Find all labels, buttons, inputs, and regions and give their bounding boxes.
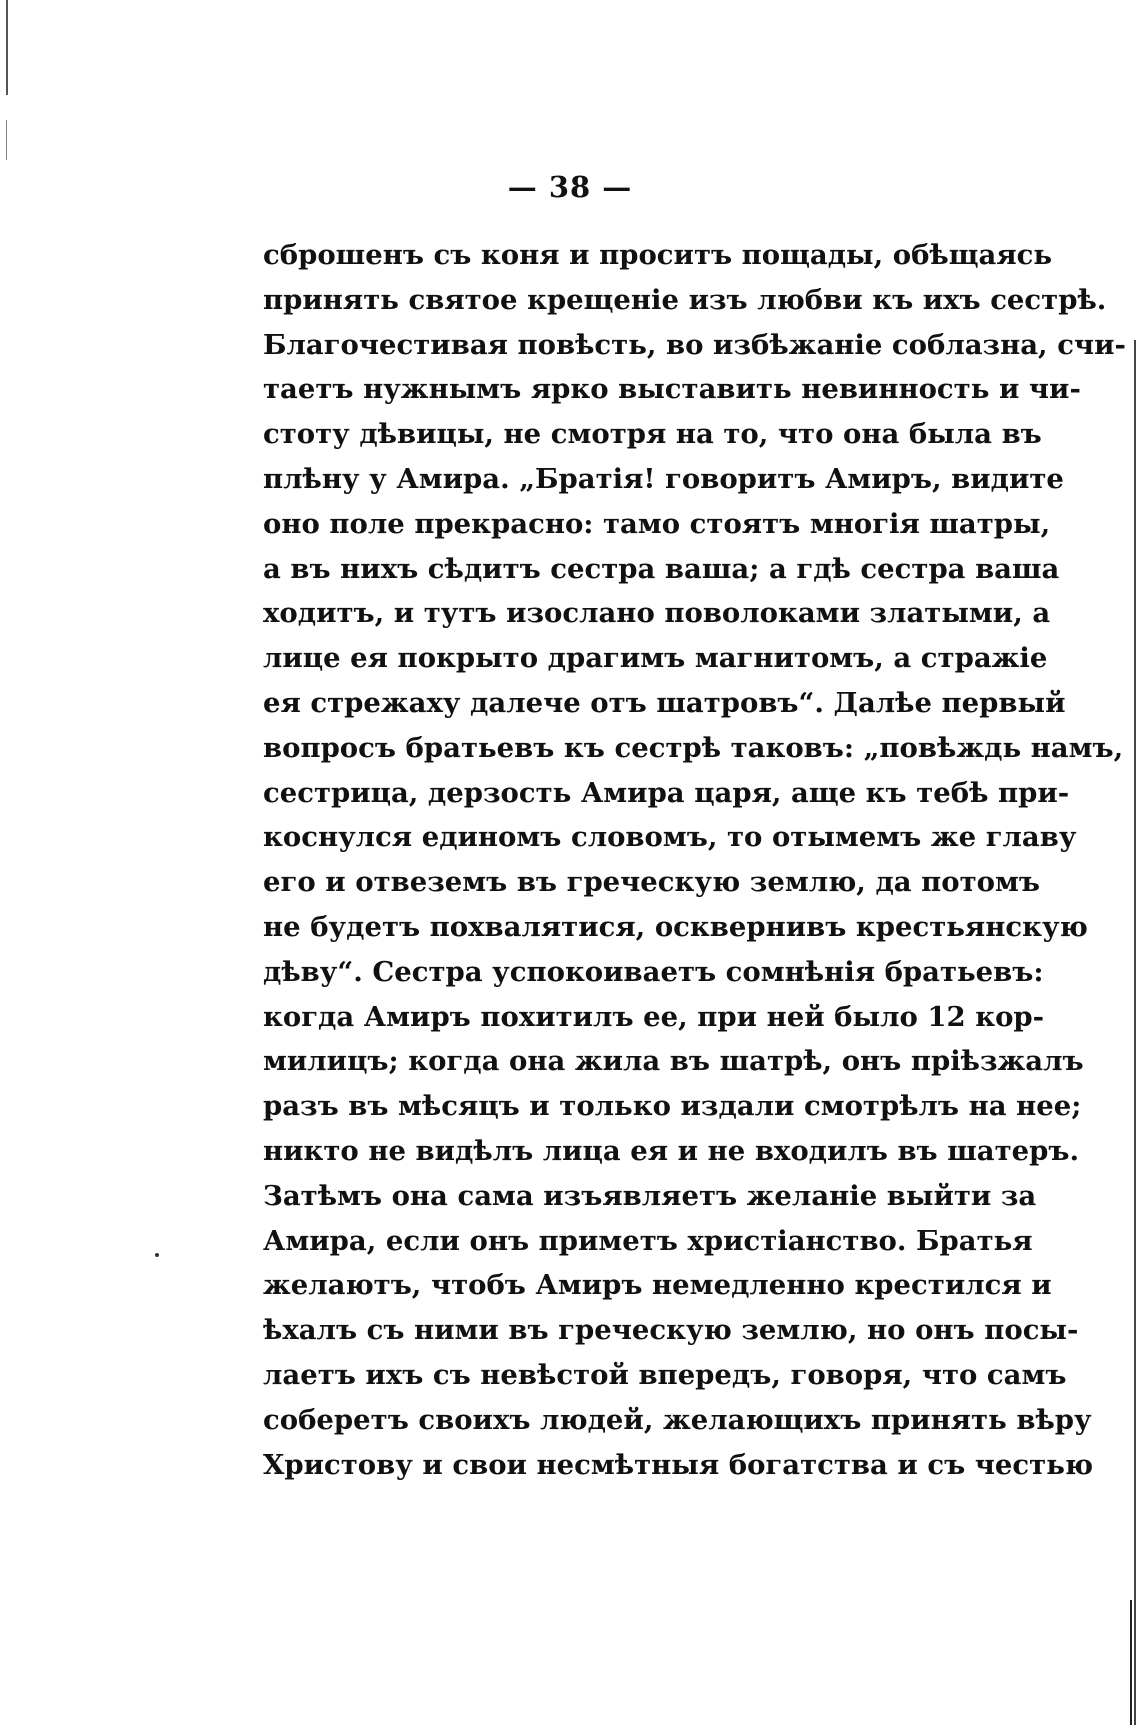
text-line: лице ея покрыто драгимъ магнитомъ, а стражіе [263, 642, 1048, 675]
text-line: таетъ нужнымъ ярко выставить невинность и чи- [263, 373, 1081, 406]
text-line: сестрица, дерзость Амира царя, аще къ тебѣ при- [263, 776, 1070, 809]
text-line: Благочестивая повѣсть, во избѣжаніе соблазна, счи- [263, 328, 1126, 361]
text-line: Амира, если онъ приметъ христіанство. Братья [263, 1224, 1033, 1257]
text-line: а въ нихъ сѣдитъ сестра ваша; а гдѣ сестра ваша [263, 552, 1060, 585]
scan-edge-left-mark [6, 120, 7, 160]
text-line: оно поле прекрасно: тамо стоятъ многія шатры, [263, 507, 1051, 540]
text-line: вопросъ братьевъ къ сестрѣ таковъ: „повѣждь намъ, [263, 731, 1124, 764]
stray-ink-mark [155, 1253, 159, 1257]
text-line: ея стрежаху далече отъ шатровъ“. Далѣе первый [263, 686, 1066, 719]
text-line: желаютъ, чтобъ Амиръ немедленно крестился и [263, 1269, 1052, 1302]
scan-edge-right [1134, 340, 1136, 1725]
body-text [263, 233, 1126, 1487]
text-line: лаетъ ихъ съ невѣстой впередъ, говоря, что самъ [263, 1358, 1067, 1391]
text-line: его и отвеземъ въ греческую землю, да потомъ [263, 866, 1041, 899]
text-line: соберетъ своихъ людей, желающихъ принять вѣру [263, 1403, 1092, 1436]
text-line: стоту дѣвицы, не смотря на то, что она была въ [263, 418, 1042, 451]
text-line: разъ въ мѣсяцъ и только издали смотрѣлъ на нее; [263, 1090, 1082, 1123]
text-line: плѣну у Амира. „Братія! говоритъ Амиръ, видите [263, 462, 1064, 495]
text-line: Христову и свои несмѣтныя богатства и съ честью [263, 1448, 1094, 1481]
scan-edge-left [6, 0, 8, 95]
text-line: Затѣмъ она сама изъявляетъ желаніе выйти за [263, 1179, 1037, 1212]
text-line: ходитъ, и тутъ изослано поволоками златыми, а [263, 597, 1051, 630]
scan-edge-right-mark [1130, 1600, 1132, 1725]
text-line: когда Амиръ похитилъ ее, при ней было 12 кор- [263, 1000, 1045, 1033]
text-line: коснулся единомъ словомъ, то отымемъ же главу [263, 821, 1077, 854]
text-line: принять святое крещеніе изъ любви къ ихъ сестрѣ. [263, 283, 1107, 316]
text-line: сброшенъ съ коня и проситъ пощады, обѣщаясь [263, 239, 1053, 271]
page-number: — 38 — [507, 170, 633, 204]
text-line: ѣхалъ съ ними въ греческую землю, но онъ посы- [263, 1314, 1079, 1347]
text-line: милицъ; когда она жила въ шатрѣ, онъ пріѣзжалъ [263, 1045, 1084, 1078]
text-line: никто не видѣлъ лица ея и не входилъ въ шатеръ. [263, 1134, 1080, 1167]
text-line: не будетъ похвалятися, осквернивъ крестьянскую [263, 910, 1088, 943]
text-line: дѣву“. Сестра успокоиваетъ сомнѣнія братьевъ: [263, 955, 1044, 988]
